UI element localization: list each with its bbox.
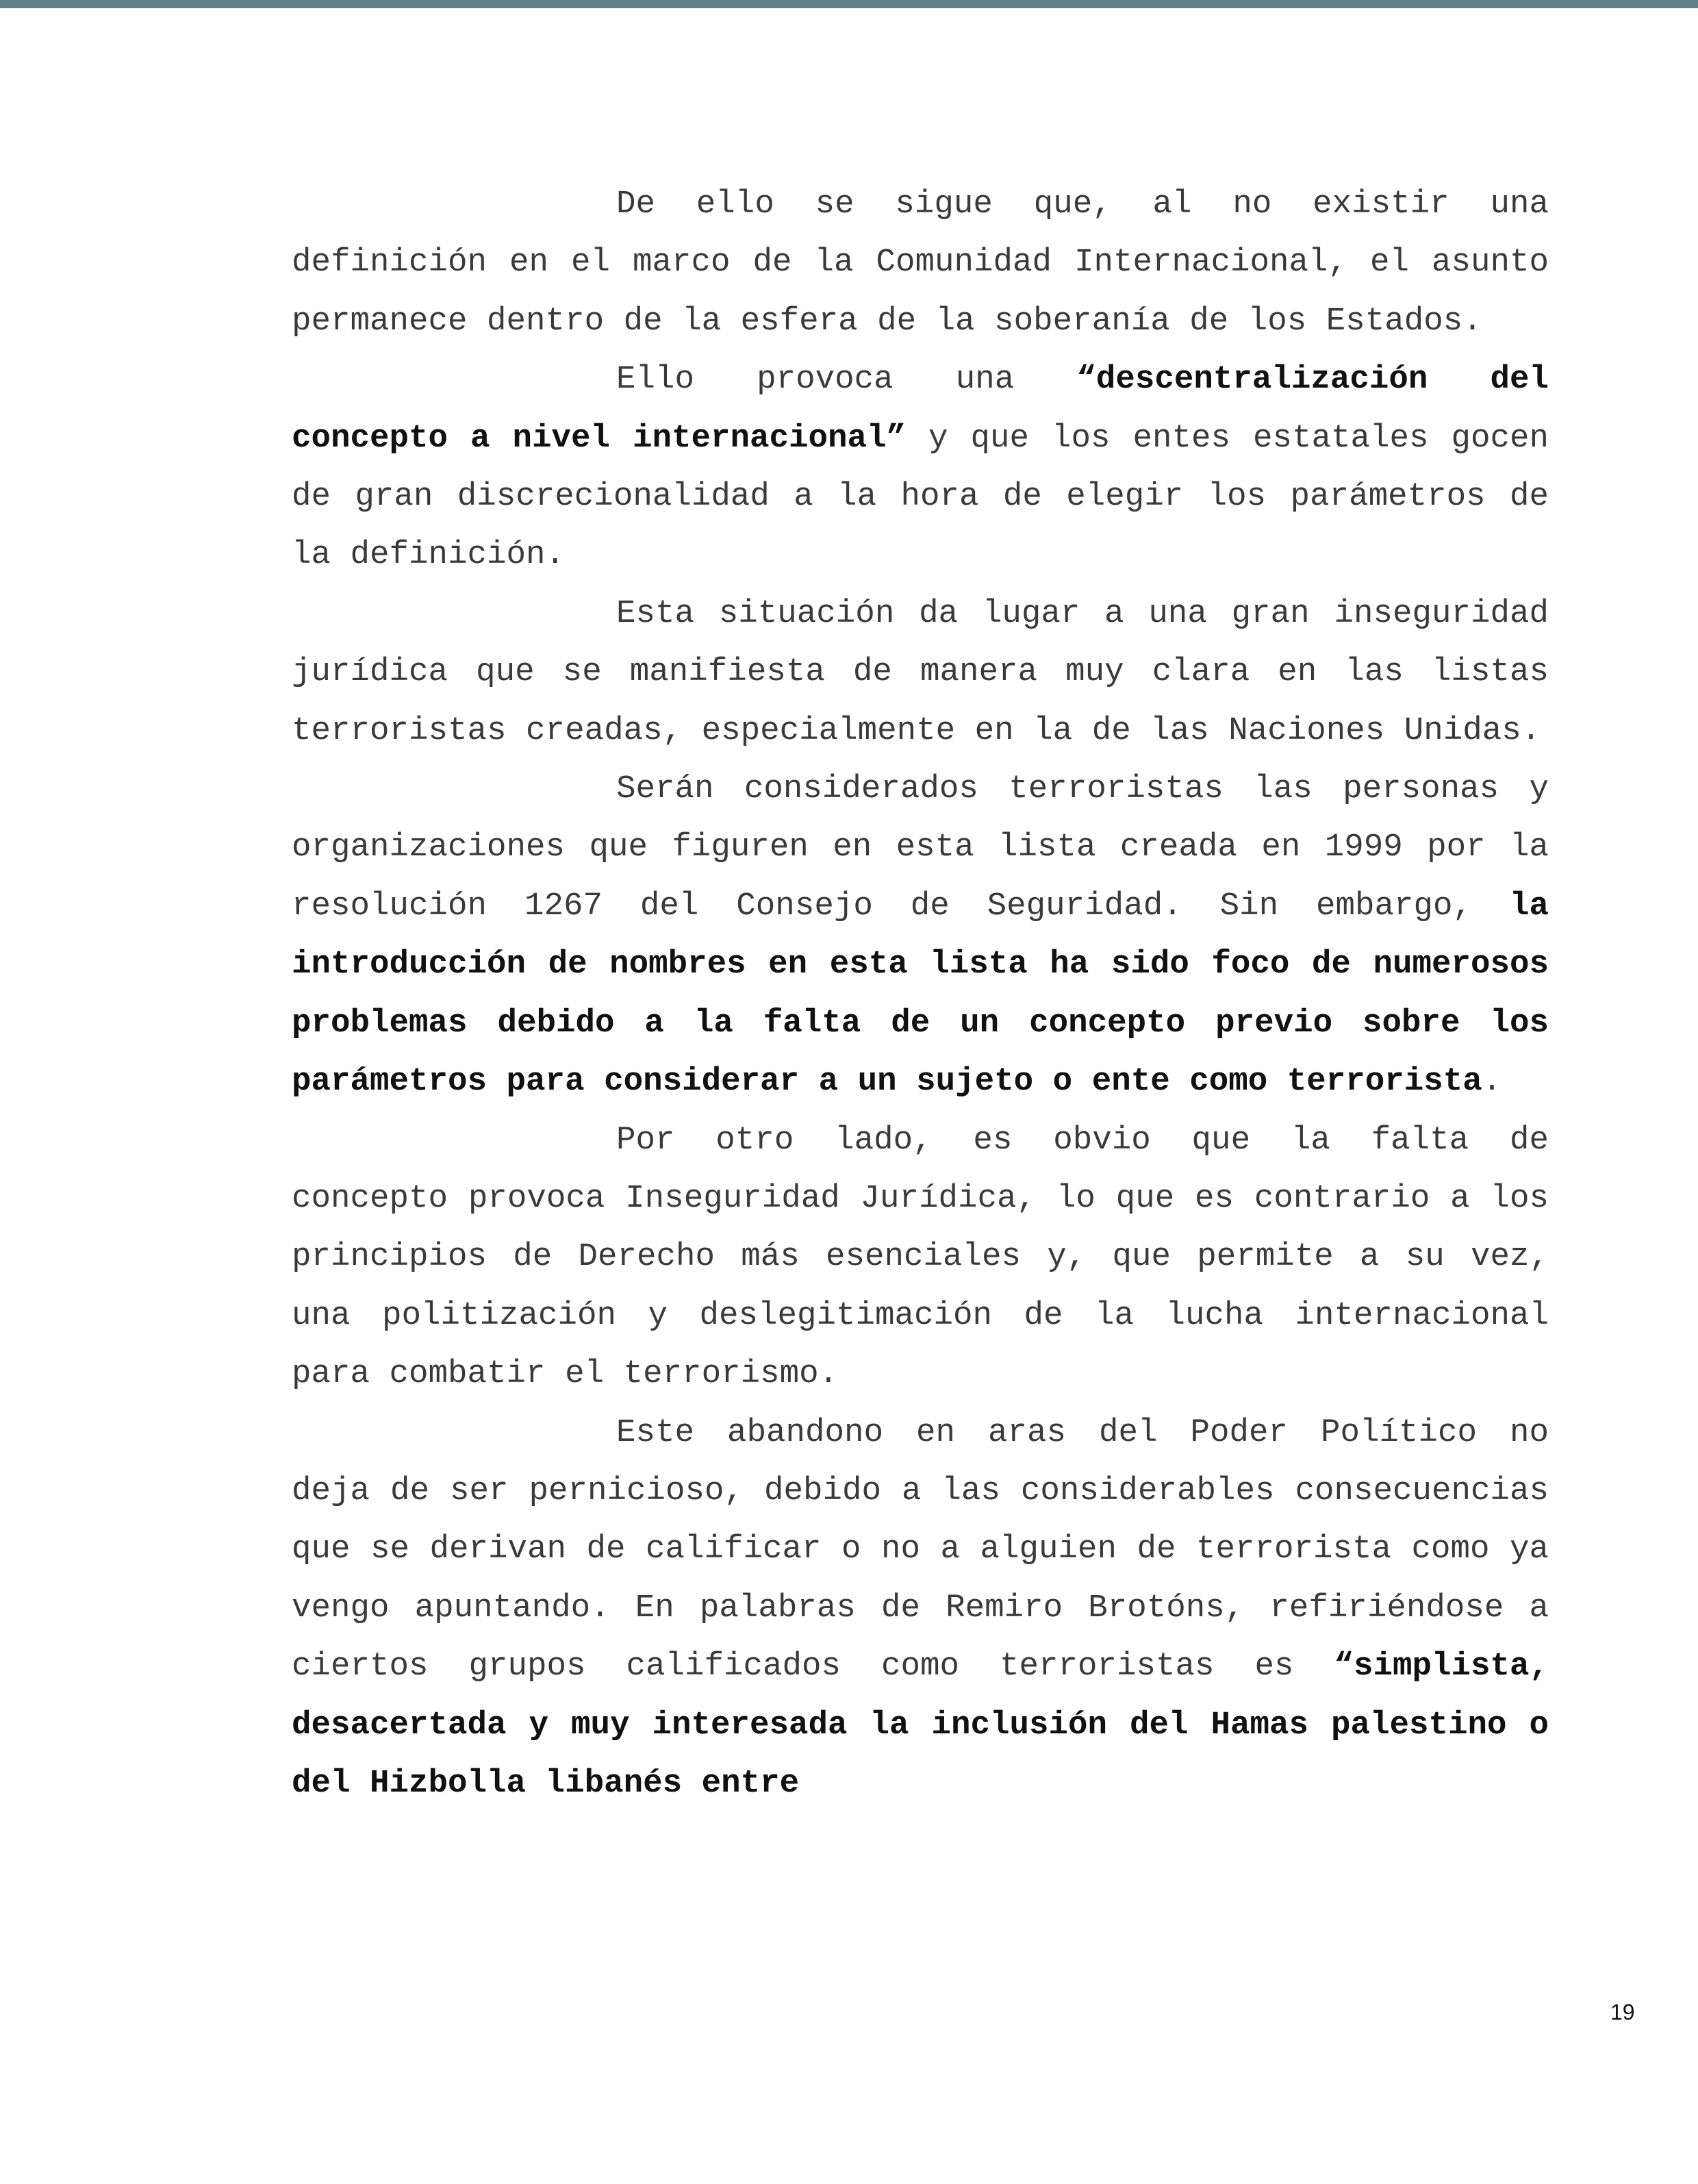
- text-run: Por otro lado, es obvio que la falta de concepto provoca Inseguridad Jurídica, lo que es contrario a los principios de Derecho más esenciales y, que permite a su vez, una politización y deslegitimación de la lucha internacional para combatir el terrorismo.: [292, 1121, 1549, 1393]
- text-run: y que los entes estatales gocen de gran discrecionalidad a la hora de elegir los parámetros de la definición.: [292, 419, 1549, 574]
- paragraph: [292, 1112, 1549, 1404]
- text-run: Esta situación da lugar a una gran inseguridad jurídica que se manifiesta de manera muy clara en las listas terroristas creadas, especialmente en la de las Naciones Unidas.: [292, 594, 1549, 749]
- page-top-bar: [0, 0, 1698, 8]
- page-number: 19: [1610, 2000, 1635, 2024]
- text-run: .: [1482, 1063, 1502, 1101]
- bold-quote: “simplista, desacertada y muy interesada la inclusión del Hamas palestino o del Hizbolla libanés entre: [292, 1648, 1549, 1802]
- bold-quote: “descentralización del concepto a nivel internacional”: [292, 361, 1549, 457]
- paragraph: [292, 585, 1549, 760]
- text-run: De ello se sigue que, al no existir una definición en el marco de la Comunidad Internacional, el asunto permanece dentro de la esfera de la soberanía de los Estados.: [292, 186, 1549, 340]
- bold-emphasis: la introducción de nombres en esta lista ha sido foco de numerosos problemas debido a la falta de un concepto previo sobre los parámetros para considerar a un sujeto o ente como terrorista: [292, 887, 1549, 1101]
- text-run: Serán considerados terroristas las personas y organizaciones que figuren en esta lista creada en 1999 por la resolución 1267 del Consejo de Seguridad. Sin embargo,: [292, 770, 1549, 925]
- paragraph: [292, 760, 1549, 1111]
- text-run: Este abandono en aras del Poder Político no deja de ser pernicioso, debido a las considerables consecuencias que se derivan de calificar o no a alguien de terrorista como ya vengo apuntando. En palabras de Remiro Brotóns, refiriéndose a ciertos grupos calificados como terroristas es: [292, 1414, 1549, 1685]
- paragraph: [292, 1404, 1549, 1813]
- text-run: Ello provoca una: [616, 361, 1077, 399]
- paragraph: [292, 175, 1549, 351]
- document-body: [292, 175, 1549, 1813]
- paragraph: [292, 351, 1549, 585]
